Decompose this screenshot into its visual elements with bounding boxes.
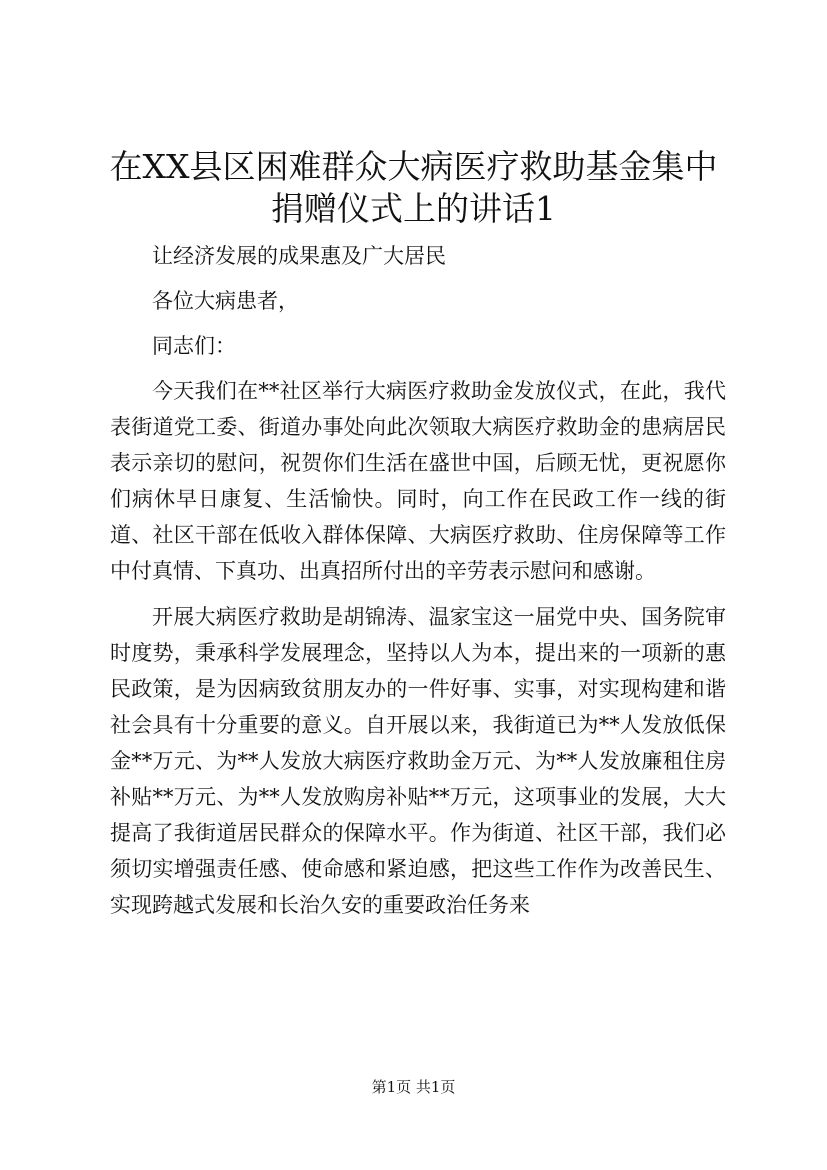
document-body	[110, 238, 726, 923]
paragraph-heading: 让经济发展的成果惠及广大居民	[152, 244, 446, 268]
paragraph-body-1: 今天我们在**社区举行大病医疗救助金发放仪式，在此，我代表街道党工委、街道办事处向此次领取大病医疗救助金的患病居民表示亲切的慰问，祝贺你们生活在盛世中国，后顾无忧，更祝愿你们病休早日康复、生活愉快。同时，向工作在民政工作一线的街道、社区干部在低收入群体保障、大病医疗救助、住房保障等工作中付真情、下真功、出真招所付出的辛劳表示慰问和感谢。	[110, 379, 726, 583]
paragraph-body-2: 开展大病医疗救助是胡锦涛、温家宝这一届党中央、国务院审时度势，秉承科学发展理念，坚持以人为本，提出来的一项新的惠民政策，是为因病致贫朋友办的一件好事、实事，对实现构建和谐社会具有十分重要的意义。自开展以来，我街道已为**人发放低保金**万元、为**人发放大病医疗救助金万元、为**人发放廉租住房补贴**万元、为**人发放购房补贴**万元，这项事业的发展，大大提高了我街道居民群众的保障水平。作为街道、社区干部，我们必须切实增强责任感、使命感和紧迫感，把这些工作作为改善民生、实现跨越式发展和长治久安的重要政治任务来	[110, 605, 726, 917]
document-title: 在XX县区困难群众大病医疗救助基金集中捐赠仪式上的讲话1	[109, 147, 718, 228]
paragraph-salutation-2: 同志们：	[152, 334, 236, 358]
page-number-footer: 第1页 共1页	[371, 1078, 456, 1096]
paragraph-salutation-1: 各位大病患者，	[152, 289, 299, 313]
